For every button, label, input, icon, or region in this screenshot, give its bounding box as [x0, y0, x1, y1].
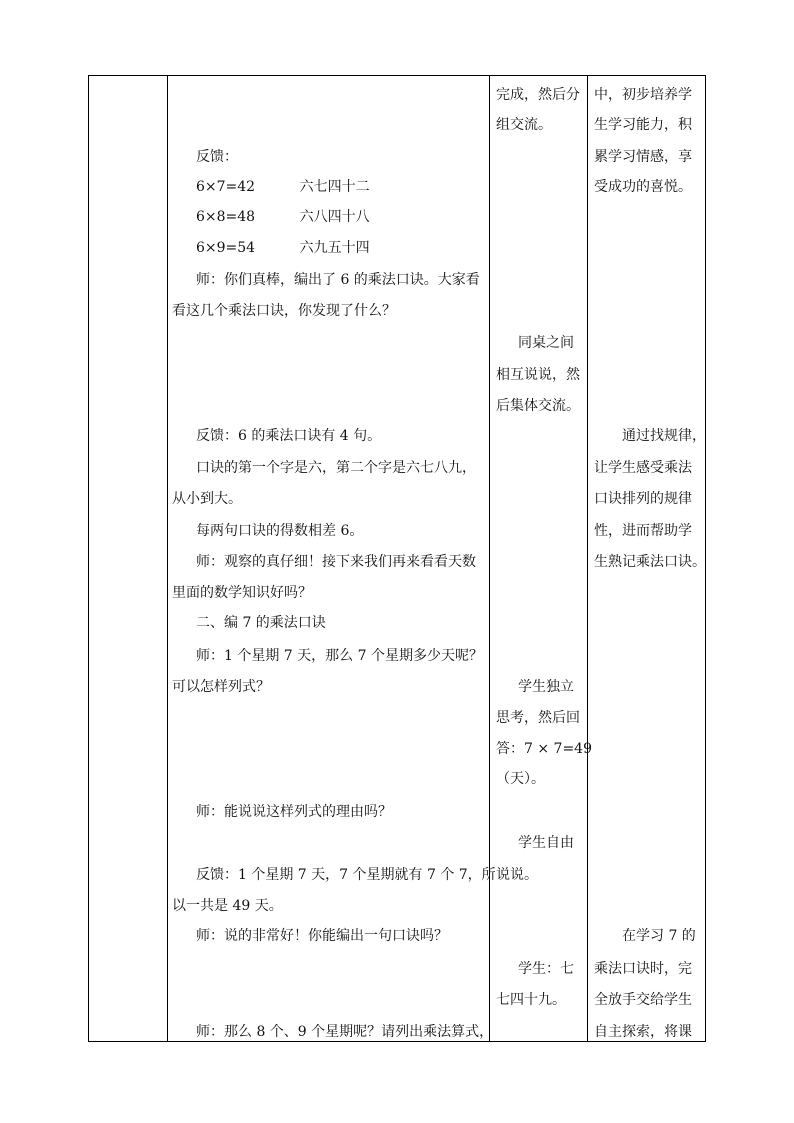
- teaching-text-line: 反馈：1 个星期 7 天，7 个星期就有 7 个 7，所: [196, 867, 496, 883]
- design-intent-line: 自主探索，将课: [594, 1024, 692, 1040]
- teaching-text-line: 可以怎样列式？: [172, 679, 270, 695]
- design-intent-line: 全放手交给学生: [594, 992, 692, 1008]
- teaching-text-line: 6×7=42 六七四十二: [196, 179, 370, 195]
- teaching-text-line: 反馈：6 的乘法口诀有 4 句。: [196, 428, 382, 444]
- design-intent-line: 通过找规律，: [622, 428, 706, 444]
- student-activity-line: 完成，然后分: [496, 87, 580, 103]
- teaching-text-line: 师：能说说这样列式的理由吗？: [196, 804, 392, 820]
- teaching-text-line: 师：那么 8 个、9 个星期呢？请列出乘法算式，: [196, 1024, 494, 1040]
- teaching-text-line: 看这几个乘法口诀，你发现了什么？: [172, 303, 396, 319]
- teaching-text-line: 每两句口诀的得数相差 6。: [196, 523, 364, 539]
- lesson-table: [88, 75, 706, 1042]
- teaching-text-line: 师：说的非常好！你能编出一句口诀吗？: [196, 928, 448, 944]
- teaching-text-line: 6×8=48 六八四十八: [196, 209, 370, 225]
- design-intent-line: 口诀排列的规律: [594, 491, 692, 507]
- student-activity-line: 同桌之间: [518, 335, 574, 351]
- teaching-text-line: 师：1 个星期 7 天，那么 7 个星期多少天呢？: [196, 648, 483, 664]
- teaching-text-line: 反馈：: [196, 149, 238, 165]
- design-intent-line: 让学生感受乘法: [594, 460, 692, 476]
- design-intent-line: 累学习情感，享: [594, 149, 692, 165]
- student-activity-line: 学生独立: [518, 679, 574, 695]
- design-intent-line: 生学习能力，积: [594, 117, 692, 133]
- student-activity-line: 相互说说，然: [496, 367, 580, 383]
- column-divider-3: [587, 76, 588, 1041]
- teaching-text-line: 二、编 7 的乘法口诀: [196, 615, 326, 631]
- student-activity-line: 思考，然后回: [496, 710, 580, 726]
- column-divider-1: [167, 76, 168, 1041]
- teaching-text-line: 里面的数学知识好吗？: [172, 585, 312, 601]
- teaching-text-line: 师：你们真棒，编出了 6 的乘法口诀。大家看: [196, 272, 480, 288]
- design-intent-line: 性，进而帮助学: [594, 523, 692, 539]
- student-activity-line: 组交流。: [496, 117, 552, 133]
- student-activity-line: 七四十九。: [496, 992, 566, 1008]
- student-activity-line: 答：7 × 7=49: [496, 741, 592, 757]
- student-activity-line: （天）。: [496, 771, 545, 787]
- column-divider-2: [489, 76, 490, 1041]
- student-activity-line: 学生：七: [518, 961, 574, 977]
- teaching-text-line: 师：观察的真仔细！接下来我们再来看看天数: [196, 554, 476, 570]
- design-intent-line: 乘法口诀时，完: [594, 961, 692, 977]
- design-intent-line: 生熟记乘法口诀。: [594, 554, 706, 570]
- design-intent-line: 在学习 7 的: [622, 928, 696, 944]
- student-activity-line: 后集体交流。: [496, 398, 580, 414]
- design-intent-line: 受成功的喜悦。: [594, 179, 692, 195]
- teaching-text-line: 从小到大。: [172, 491, 242, 507]
- student-activity-line: 说说。: [496, 867, 538, 883]
- student-activity-line: 学生自由: [518, 835, 574, 851]
- teaching-text-line: 6×9=54 六九五十四: [196, 240, 370, 256]
- teaching-text-line: 口诀的第一个字是六，第二个字是六七八九，: [196, 460, 476, 476]
- teaching-text-line: 以一共是 49 天。: [172, 898, 283, 914]
- design-intent-line: 中，初步培养学: [594, 87, 692, 103]
